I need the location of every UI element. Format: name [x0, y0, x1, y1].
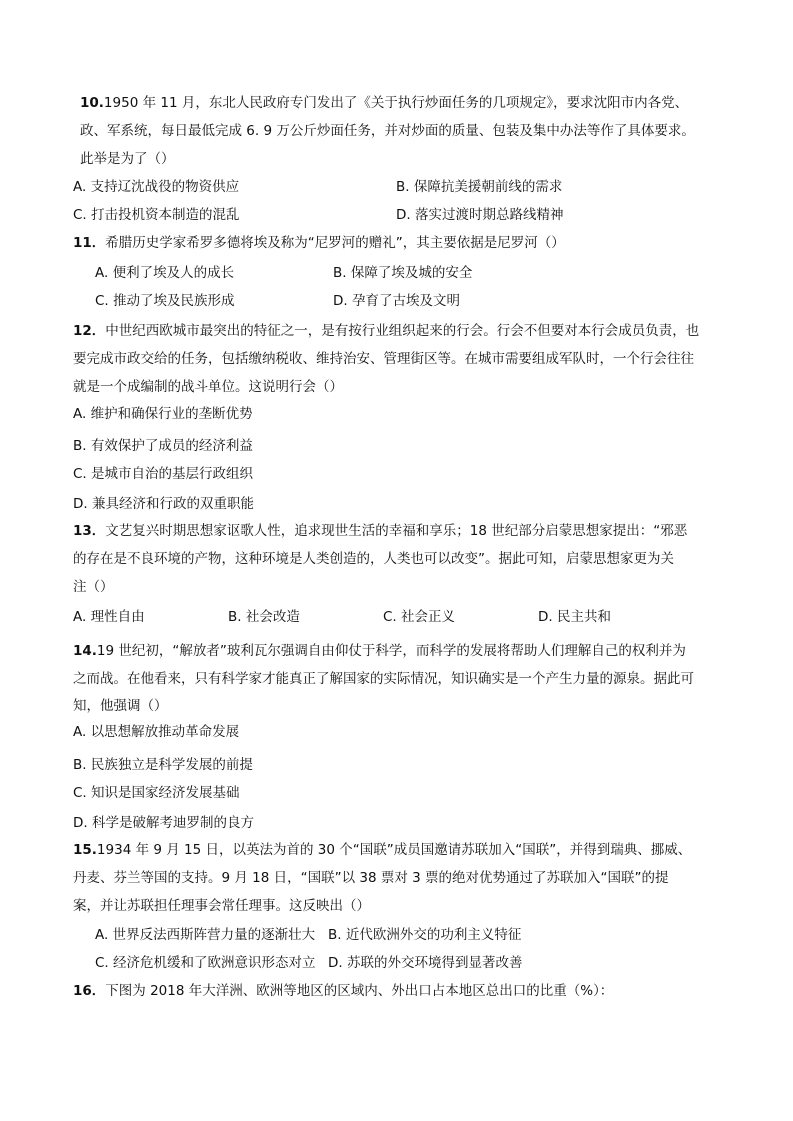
q12-line-2: 要完成市政交给的任务，包括缴纳税收、维持治安、管理街区等。在城市需要组成军队时，一个行会往往 — [73, 351, 694, 367]
q13-option-d: D. 民主共和 — [538, 609, 611, 625]
q14-stem-1: 19 世纪初，“解放者”玻利瓦尔强调自由仰仗于科学，而科学的发展将帮助人们理解自己的权利并为 — [96, 643, 686, 659]
q15-line-2: 丹麦、芬兰等国的支持。9 月 18 日，“国联”以 38 票对 3 票的绝对优势通过了苏联加入“国联”的提 — [73, 870, 669, 886]
q12-option-b: B. 有效保护了成员的经济利益 — [73, 438, 253, 454]
q16-line-1 — [73, 982, 613, 1000]
q10-option-b: B. 保障抗美援朝前线的需求 — [396, 179, 563, 195]
q12-option-d: D. 兼具经济和行政的双重职能 — [73, 496, 254, 512]
q15-option-a: A. 世界反法西斯阵营力量的逐渐壮大 — [95, 927, 316, 943]
q10-line-1 — [80, 94, 688, 112]
q15-option-c: C. 经济危机缓和了欧洲意识形态对立 — [95, 955, 316, 971]
q14-option-c: C. 知识是国家经济发展基础 — [73, 785, 240, 801]
q15-stem-1: 1934 年 9 月 15 日，以英法为首的 30 个“国联”成员国邀请苏联加入“国联”，并得到瑞典、挪威、 — [96, 842, 692, 858]
q11-option-c: C. 推动了埃及民族形成 — [95, 293, 235, 309]
q11-option-a: A. 便利了埃及人的成长 — [95, 265, 235, 281]
q13-stem-1: 文艺复兴时期思想家讴歌人性，追求现世生活的幸福和享乐；18 世纪部分启蒙思想家提出：“邪恶 — [105, 523, 688, 539]
q14-option-d: D. 科学是破解考迪罗制的良方 — [73, 815, 254, 831]
q15-line-1 — [73, 841, 691, 859]
q15-number: 15. — [73, 842, 97, 858]
q12-line-1 — [73, 322, 699, 340]
q10-stem-1: 1950 年 11 月，东北人民政府专门发出了《关于执行炒面任务的几项规定》，要求沈阳市内各党、 — [103, 95, 689, 111]
q10-line-3: 此举是为了（） — [80, 151, 175, 167]
q12-option-c: C. 是城市自治的基层行政组织 — [73, 466, 254, 482]
q12-line-3: 就是一个成编制的战斗单位。这说明行会（） — [73, 379, 343, 395]
q14-line-1 — [73, 642, 686, 660]
q13-number: 13． — [73, 523, 106, 539]
q10-option-c: C. 打击投机资本制造的混乱 — [73, 207, 240, 223]
q10-line-2: 政、军系统，每日最低完成 6. 9 万公斤炒面任务，并对炒面的质量、包装及集中办法等作了具体要求。 — [80, 123, 695, 139]
q13-line-2: 的存在是不良环境的产物，这种环境是人类创造的，人类也可以改变”。据此可知，启蒙思想家更为关 — [73, 551, 674, 567]
q15-option-d: D. 苏联的外交环境得到显著改善 — [328, 955, 523, 971]
q15-option-b: B. 近代欧洲外交的功利主义特征 — [328, 927, 522, 943]
q10-option-a: A. 支持辽沈战役的物资供应 — [73, 179, 240, 195]
q14-option-a: A. 以思想解放推动革命发展 — [73, 724, 240, 740]
q16-stem-1: 下图为 2018 年大洋洲、欧洲等地区的区域内、外出口占本地区总出口的比重（%）： — [105, 983, 614, 999]
q12-stem-1: 中世纪西欧城市最突出的特征之一，是有按行业组织起来的行会。行会不但要对本行会成员负责，也 — [105, 323, 700, 339]
q13-option-c: C. 社会正义 — [383, 609, 456, 625]
q12-option-a: A. 维护和确保行业的垄断优势 — [73, 406, 253, 422]
q16-number: 16． — [73, 983, 106, 999]
q15-line-3: 案，并让苏联担任理事会常任理事。这反映出（） — [73, 898, 370, 914]
q14-number: 14. — [73, 643, 97, 659]
q14-line-3: 知，他强调（） — [73, 698, 168, 714]
q11-stem-1: 希腊历史学家希罗多德将埃及称为“尼罗河的赠礼”，其主要依据是尼罗河（） — [105, 235, 565, 251]
q10-number: 10. — [80, 95, 104, 111]
q13-option-a: A. 理性自由 — [73, 609, 145, 625]
q11-number: 11． — [73, 235, 106, 251]
q11-option-b: B. 保障了埃及城的安全 — [333, 265, 473, 281]
q11-line-1 — [73, 234, 565, 252]
q12-number: 12． — [73, 323, 106, 339]
q11-option-d: D. 孕育了古埃及文明 — [333, 293, 460, 309]
q14-option-b: B. 民族独立是科学发展的前提 — [73, 757, 253, 773]
q10-option-d: D. 落实过渡时期总路线精神 — [396, 207, 564, 223]
q13-line-3: 注（） — [73, 579, 114, 595]
q14-line-2: 之而战。在他看来，只有科学家才能真正了解国家的实际情况，知识确实是一个产生力量的源泉。据此可 — [73, 671, 694, 687]
q13-option-b: B. 社会改造 — [228, 609, 300, 625]
q13-line-1 — [73, 522, 687, 540]
